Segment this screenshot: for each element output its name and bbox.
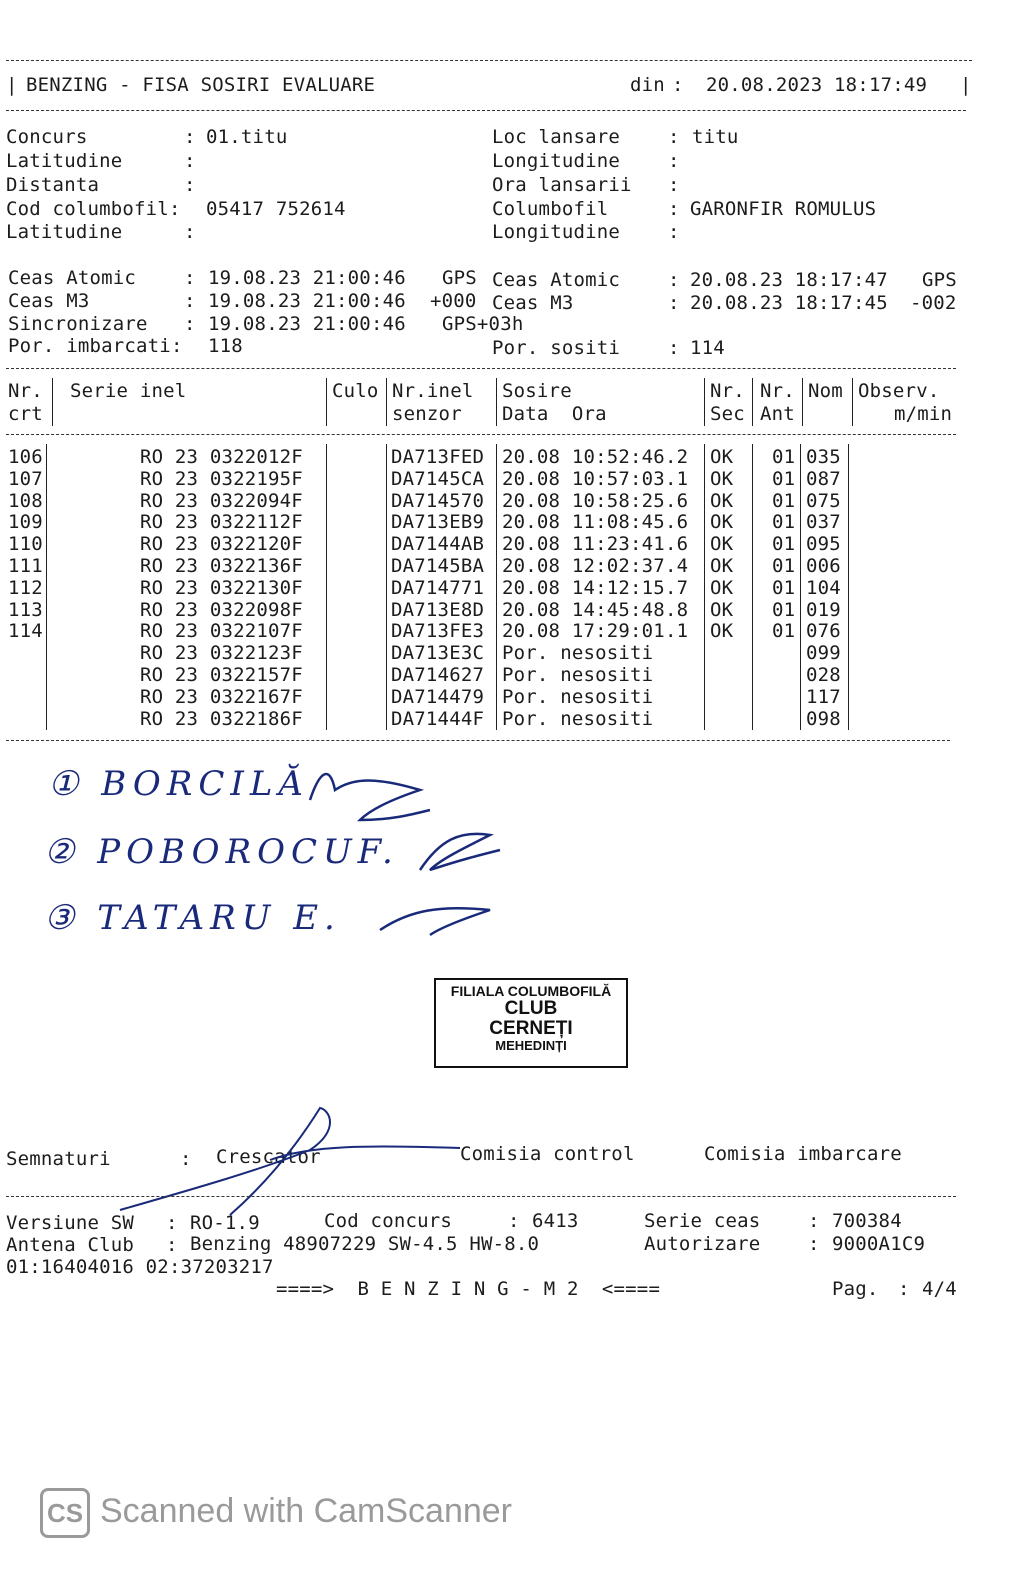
cell-nom: 076	[806, 620, 841, 643]
race-code-label: Cod concurs	[324, 1210, 453, 1232]
cell-inel: DA7144AB	[391, 533, 485, 556]
cell-sosire: 20.08 14:12:15.7	[502, 576, 689, 599]
cell-inel: DA714570	[391, 489, 485, 512]
release-place-value: titu	[692, 126, 739, 148]
authorization-value: 9000A1C9	[832, 1233, 926, 1255]
cell-inel: DA713E3C	[391, 642, 485, 665]
arrived-value: 114	[690, 337, 725, 359]
cell-nom: 035	[806, 446, 841, 468]
cell-nom: 117	[806, 685, 841, 708]
atomic-clock-end-colon: :	[668, 269, 680, 291]
sw-version-value: RO-1.9	[190, 1212, 260, 1234]
longitude2-label: Longitudine	[492, 221, 621, 243]
cell-sec: OK	[710, 533, 734, 556]
cell-sec: OK	[710, 446, 734, 468]
fancier-colon: :	[668, 198, 680, 220]
cell-inel: DA714479	[391, 685, 485, 708]
release-place-colon: :	[668, 126, 680, 148]
clock-serial-colon: :	[808, 1210, 820, 1232]
cell-serie: RO 23 0322098F	[140, 598, 303, 621]
atomic-clock-start-colon: :	[184, 267, 196, 289]
cell-serie: RO 23 0322167F	[140, 685, 303, 708]
cell-nom: 028	[806, 664, 841, 686]
cell-serie: RO 23 0322186F	[140, 707, 303, 730]
page-colon: :	[898, 1278, 910, 1300]
table-top-dash	[6, 368, 956, 369]
latitude2-label: Latitudine	[6, 221, 123, 243]
cell-inel: DA713EB9	[391, 511, 485, 534]
race-code-colon: :	[508, 1210, 520, 1232]
col-sep	[496, 444, 497, 730]
cell-nr: 113	[8, 598, 43, 621]
cell-nr: 112	[8, 576, 43, 599]
col-sep	[704, 444, 705, 730]
col-nr-header-2: crt	[8, 403, 43, 425]
cell-nom: 037	[806, 511, 841, 534]
cell-inel: DA71444F	[391, 707, 485, 730]
page-label: Pag.	[832, 1278, 879, 1300]
race-code-value: 6413	[532, 1210, 579, 1232]
clock-serial-value: 700384	[832, 1210, 902, 1232]
release-time-colon: :	[668, 174, 680, 196]
col-sep	[802, 378, 803, 426]
col-obs-header-2: m/min	[894, 403, 953, 425]
report-date: 20.08.2023 18:17:49	[706, 74, 928, 96]
footer-banner: ====> B E N Z I N G - M 2 <====	[276, 1278, 661, 1300]
m3-clock-start-colon: :	[184, 290, 196, 312]
stamp-line-4: MEHEDINȚI	[495, 1037, 567, 1053]
basketed-value: 118	[208, 335, 243, 357]
cell-nom: 075	[806, 489, 841, 512]
cell-nom: 006	[806, 555, 841, 577]
table-header-dash	[6, 434, 956, 435]
col-ant-header: Nr.	[760, 380, 795, 402]
atomic-clock-end-label: Ceas Atomic	[492, 269, 621, 291]
cell-serie: RO 23 0322195F	[140, 467, 303, 490]
authorization-label: Autorizare	[644, 1233, 761, 1255]
club-stamp	[434, 978, 628, 1068]
col-nr-header: Nr.	[8, 380, 43, 402]
m3-clock-end-value: 20.08.23 18:17:45	[690, 292, 888, 314]
signatures-colon: :	[180, 1148, 192, 1170]
stamp-line-2: CLUB	[504, 997, 558, 1019]
col-sep	[496, 378, 497, 426]
sync-value: 19.08.23 21:00:46	[208, 313, 406, 335]
col-sep	[848, 444, 849, 730]
header-dash-line	[6, 110, 966, 111]
cell-nom: 095	[806, 533, 841, 556]
col-obs-header: Observ.	[858, 380, 940, 402]
arrived-colon: :	[668, 337, 680, 359]
cell-serie: RO 23 0322012F	[140, 446, 303, 468]
cell-ant: 01	[772, 598, 796, 621]
longitude-colon: :	[668, 150, 680, 172]
longitude-label: Longitudine	[492, 150, 621, 172]
concurs-colon: :	[184, 126, 196, 148]
cell-inel: DA713FED	[391, 446, 485, 468]
cell-nr: 114	[8, 620, 43, 643]
cell-sec: OK	[710, 511, 734, 534]
table-bottom-dash	[6, 740, 950, 741]
breeder-signature-scribble	[110, 1100, 470, 1220]
signature-control: Comisia control	[460, 1143, 635, 1165]
col-sep	[326, 444, 327, 730]
report-date-label: din	[630, 74, 665, 96]
concurs-value: 01.titu	[206, 126, 288, 148]
cell-serie: RO 23 0322120F	[140, 533, 303, 556]
cell-serie: RO 23 0322123F	[140, 642, 303, 665]
fancier-code-value: 05417 752614	[206, 198, 346, 220]
atomic-clock-start-value: 19.08.23 21:00:46	[208, 267, 406, 289]
handwritten-line-3: ③ TATARU E.	[44, 898, 341, 938]
header-right-bar: |	[960, 74, 972, 96]
atomic-clock-end-suffix: GPS	[922, 269, 957, 291]
col-ant-header-2: Ant	[760, 403, 795, 425]
page-number: 4/4	[922, 1278, 957, 1300]
cell-nr: 111	[8, 555, 43, 577]
antenna-colon: :	[166, 1234, 178, 1256]
col-sep	[46, 444, 47, 730]
m3-clock-end-colon: :	[668, 292, 680, 314]
latitude-colon: :	[184, 150, 196, 172]
col-sep	[752, 444, 753, 730]
stamp-line-3: CERNEȚI	[489, 1017, 573, 1039]
col-serie-header: Serie inel	[70, 380, 187, 402]
fancier-code-label: Cod columbofil:	[6, 198, 181, 220]
camscanner-text: Scanned with CamScanner	[100, 1491, 513, 1530]
cell-inel: DA713FE3	[391, 620, 485, 643]
cell-nr: 106	[8, 446, 43, 468]
cell-nr: 107	[8, 467, 43, 490]
fancier-name: GARONFIR ROMULUS	[690, 198, 877, 220]
cell-nr: 108	[8, 489, 43, 512]
col-sep	[52, 378, 53, 426]
cell-nom: 099	[806, 642, 841, 665]
camscanner-watermark	[40, 1488, 512, 1538]
release-place-label: Loc lansare	[492, 126, 621, 148]
col-inel-header-2: senzor	[392, 403, 462, 425]
footer-codes: 01:16404016 02:37203217	[6, 1256, 274, 1278]
cell-sec: OK	[710, 576, 734, 599]
header-left-bar: |	[6, 74, 18, 96]
fancier-label: Columbofil	[492, 198, 609, 220]
release-time-label: Ora lansarii	[492, 174, 632, 196]
m3-clock-start-label: Ceas M3	[8, 290, 90, 312]
signature-breeder: Crescator	[216, 1146, 321, 1168]
handwritten-line-1: ① BORCILĂ	[48, 764, 309, 804]
col-sep	[326, 378, 327, 426]
cell-ant: 01	[772, 576, 796, 599]
cell-nom: 087	[806, 467, 841, 490]
col-sep	[704, 378, 705, 426]
concurs-label: Concurs	[6, 126, 88, 148]
stamp-line-1: FILIALA COLUMBOFILĂ	[450, 983, 612, 999]
cell-sec: OK	[710, 555, 734, 577]
cell-ant: 01	[772, 467, 796, 490]
cell-inel: DA7145CA	[391, 467, 485, 490]
cell-ant: 01	[772, 446, 796, 468]
cell-sosire: Por. nesositi	[502, 642, 654, 665]
handwritten-signatures	[290, 760, 510, 960]
footer-dash	[6, 1196, 956, 1197]
col-sosire-header: Sosire	[502, 380, 572, 402]
cell-sec: OK	[710, 489, 734, 512]
atomic-clock-start-suffix: GPS	[442, 267, 477, 289]
cell-sosire: Por. nesositi	[502, 685, 654, 708]
longitude2-colon: :	[668, 221, 680, 243]
sync-colon: :	[184, 313, 196, 335]
sync-label: Sincronizare	[8, 313, 148, 335]
cell-serie: RO 23 0322157F	[140, 664, 303, 686]
col-sep	[386, 444, 387, 730]
cell-nom: 104	[806, 576, 841, 599]
distance-label: Distanta	[6, 174, 100, 196]
authorization-colon: :	[808, 1233, 820, 1255]
cell-ant: 01	[772, 511, 796, 534]
cell-serie: RO 23 0322130F	[140, 576, 303, 599]
col-sep	[752, 378, 753, 426]
m3-clock-start-suffix: +000	[430, 290, 477, 312]
sw-version-colon: :	[166, 1212, 178, 1234]
atomic-clock-start-label: Ceas Atomic	[8, 267, 137, 289]
m3-clock-end-label: Ceas M3	[492, 292, 574, 314]
top-dash-line	[6, 60, 972, 61]
cell-sosire: 20.08 17:29:01.1	[502, 620, 689, 643]
cell-sosire: 20.08 14:45:48.8	[502, 598, 689, 621]
sw-version-label: Versiune SW	[6, 1212, 135, 1234]
cell-serie: RO 23 0322112F	[140, 511, 303, 534]
antenna-value: Benzing 48907229 SW-4.5 HW-8.0	[190, 1233, 540, 1255]
cell-sosire: Por. nesositi	[502, 707, 654, 730]
cell-sec: OK	[710, 598, 734, 621]
signature-basketing: Comisia imbarcare	[704, 1143, 902, 1165]
m3-clock-start-value: 19.08.23 21:00:46	[208, 290, 406, 312]
col-nom-header: Nom	[808, 380, 843, 402]
cell-nom: 019	[806, 598, 841, 621]
cell-ant: 01	[772, 489, 796, 512]
cell-ant: 01	[772, 533, 796, 556]
col-culo-header: Culo	[332, 380, 379, 402]
sync-suffix: GPS+03h	[442, 313, 524, 335]
cell-ant: 01	[772, 620, 796, 643]
arrived-label: Por. sositi	[492, 337, 621, 359]
m3-clock-end-suffix: -002	[910, 292, 957, 314]
cell-sosire: 20.08 12:02:37.4	[502, 555, 689, 577]
handwritten-line-2: ② POBOROCUF.	[44, 832, 399, 872]
signatures-label: Semnaturi	[6, 1148, 111, 1170]
cell-nr: 110	[8, 533, 43, 556]
cell-sosire: 20.08 10:57:03.1	[502, 467, 689, 490]
cell-sec: OK	[710, 620, 734, 643]
latitude2-colon: :	[184, 221, 196, 243]
cell-inel: DA7145BA	[391, 555, 485, 577]
cell-sosire: 20.08 10:58:25.6	[502, 489, 689, 512]
latitude-label: Latitudine	[6, 150, 123, 172]
basketed-label: Por. imbarcati:	[8, 335, 183, 357]
cell-serie: RO 23 0322107F	[140, 620, 303, 643]
col-sep	[852, 378, 853, 426]
distance-colon: :	[184, 174, 196, 196]
cell-sosire: 20.08 11:23:41.6	[502, 533, 689, 556]
cell-inel: DA714627	[391, 664, 485, 686]
cell-nr: 109	[8, 511, 43, 534]
col-sosire-header-2: Data Ora	[502, 403, 607, 425]
antenna-label: Antena Club	[6, 1234, 135, 1256]
col-sep	[386, 378, 387, 426]
col-sec-header: Nr.	[710, 380, 745, 402]
cell-sosire: 20.08 10:52:46.2	[502, 446, 689, 468]
col-sep	[800, 444, 801, 730]
cell-sosire: 20.08 11:08:45.6	[502, 511, 689, 534]
col-sec-header-2: Sec	[710, 403, 745, 425]
cell-serie: RO 23 0322136F	[140, 555, 303, 577]
cell-sec: OK	[710, 467, 734, 490]
cell-nom: 098	[806, 707, 841, 730]
report-title: BENZING - FISA SOSIRI EVALUARE	[26, 74, 376, 96]
cell-serie: RO 23 0322094F	[140, 489, 303, 512]
camscanner-logo-icon: CS	[40, 1488, 90, 1538]
report-date-colon: :	[672, 74, 684, 96]
clock-serial-label: Serie ceas	[644, 1210, 761, 1232]
atomic-clock-end-value: 20.08.23 18:17:47	[690, 269, 888, 291]
cell-inel: DA714771	[391, 576, 485, 599]
cell-sosire: Por. nesositi	[502, 664, 654, 686]
cell-ant: 01	[772, 555, 796, 577]
col-inel-header: Nr.inel	[392, 380, 474, 402]
cell-inel: DA713E8D	[391, 598, 485, 621]
